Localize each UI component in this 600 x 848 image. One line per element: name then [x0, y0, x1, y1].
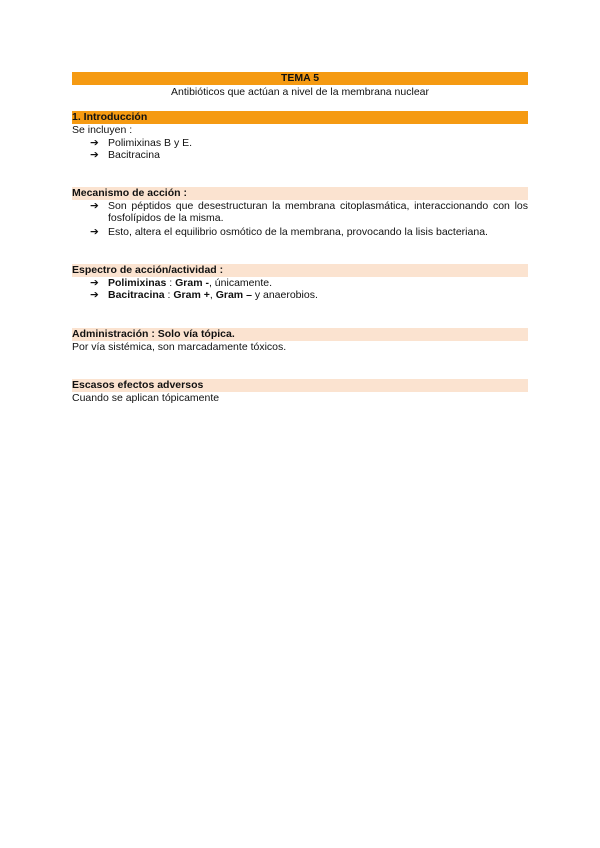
gram-label: Gram –: [215, 289, 252, 301]
section-heading-mechanism: Mecanismo de acción :: [72, 187, 528, 200]
list-item-text: [108, 289, 528, 301]
list-item-text: Bacitracina: [108, 149, 160, 161]
page-subtitle: Antibióticos que actúan a nivel de la membrana nuclear: [171, 86, 429, 98]
arrow-right-icon: ➔: [90, 200, 99, 212]
section-heading-intro: 1. Introducción: [72, 111, 528, 124]
separator: :: [166, 277, 176, 289]
gram-label: Gram +: [173, 289, 210, 301]
intro-lead: Se incluyen :: [72, 124, 133, 136]
item-rest: , únicamente.: [208, 277, 273, 289]
drug-name: Bacitracina: [108, 289, 165, 301]
section-heading-spectrum: Espectro de acción/actividad :: [72, 264, 528, 277]
arrow-right-icon: ➔: [90, 289, 99, 301]
section-heading-adverse: Escasos efectos adversos: [72, 379, 528, 392]
separator: ,: [209, 289, 216, 301]
gram-label: Gram -: [175, 277, 209, 289]
arrow-right-icon: ➔: [90, 226, 99, 238]
item-rest: y anaerobios.: [251, 289, 318, 301]
list-item-text: Polimixinas B y E.: [108, 137, 193, 149]
separator: :: [164, 289, 174, 301]
adverse-text: Cuando se aplican tópicamente: [72, 392, 220, 404]
section-heading-administration: Administración : Solo vía tópica.: [72, 328, 528, 341]
drug-name: Polimixinas: [108, 277, 167, 289]
arrow-right-icon: ➔: [90, 149, 99, 161]
arrow-right-icon: ➔: [90, 277, 99, 289]
list-item-text: Esto, altera el equilibrio osmótico de la membrana, provocando la lisis bacteriana.: [108, 226, 488, 238]
list-item-text: [108, 277, 528, 289]
list-item-text: Son péptidos que desestructuran la membrana citoplasmática, interaccionando con los fosfolípidos de la misma.: [108, 200, 528, 224]
page-title: TEMA 5: [72, 72, 528, 85]
arrow-right-icon: ➔: [90, 137, 99, 149]
administration-text: Por vía sistémica, son marcadamente tóxicos.: [72, 341, 287, 353]
